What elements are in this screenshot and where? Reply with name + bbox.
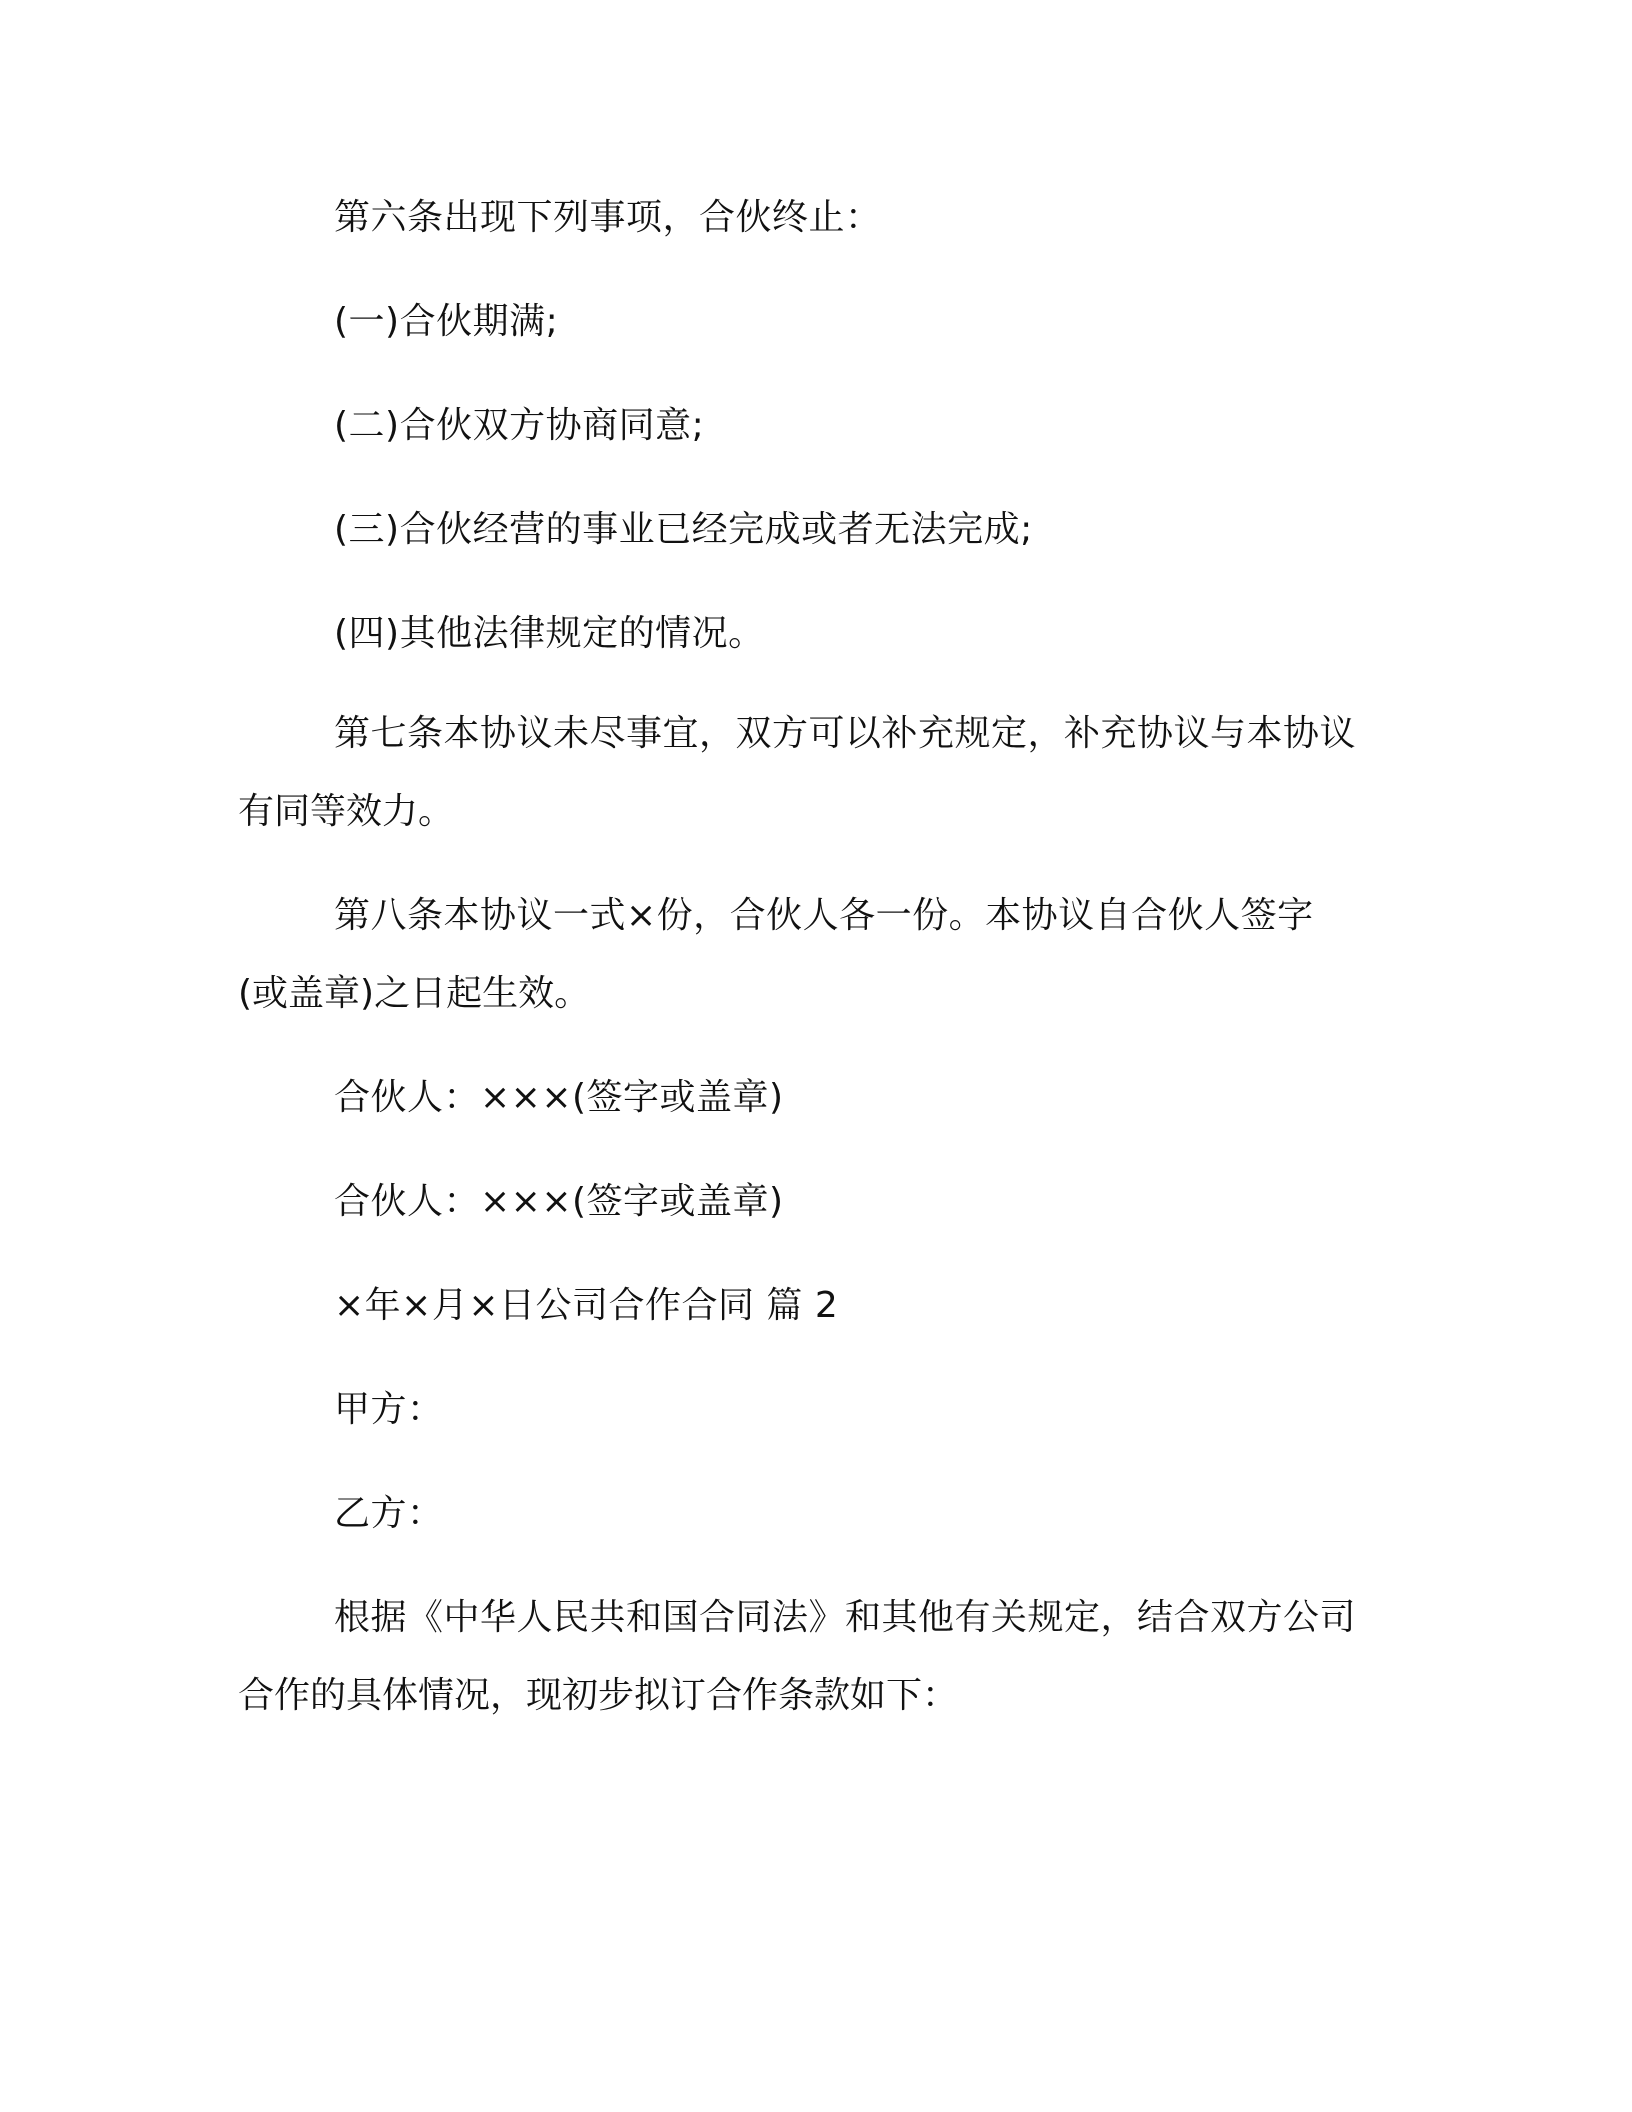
partner-signature-1: 合伙人：×××(签字或盖章) (334, 1077, 784, 1118)
article-8-line-1: 第八条本协议一式×份，合伙人各一份。本协议自合伙人签字 (334, 895, 1314, 936)
party-b-label: 乙方： (334, 1493, 444, 1534)
article-6-item-4: (四)其他法律规定的情况。 (334, 613, 765, 654)
article-6-heading: 第六条出现下列事项，合伙终止： (334, 197, 882, 238)
article-7-line-2: 有同等效力。 (238, 791, 455, 832)
intro-paragraph-line-1: 根据《中华人民共和国合同法》和其他有关规定，结合双方公司 (334, 1597, 1357, 1638)
party-a-label: 甲方： (334, 1389, 444, 1430)
intro-paragraph-line-2: 合作的具体情况，现初步拟订合作条款如下： (238, 1675, 959, 1716)
article-7-line-1: 第七条本协议未尽事宜，双方可以补充规定，补充协议与本协议 (334, 713, 1357, 754)
article-8-line-2: (或盖章)之日起生效。 (238, 973, 591, 1014)
article-6-item-3: (三)合伙经营的事业已经完成或者无法完成; (334, 509, 1033, 550)
article-6-item-2: (二)合伙双方协商同意; (334, 405, 705, 446)
date-and-section-title: ×年×月×日公司合作合同 篇 2 (334, 1285, 839, 1326)
article-6-item-1: (一)合伙期满; (334, 301, 559, 342)
partner-signature-2: 合伙人：×××(签字或盖章) (334, 1181, 784, 1222)
